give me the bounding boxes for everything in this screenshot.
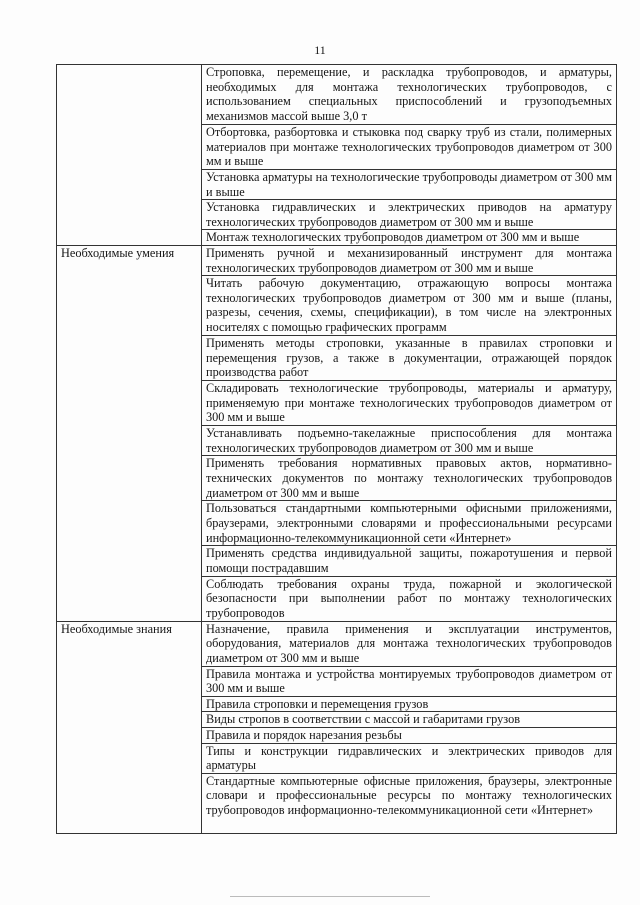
action-cell: Установка гидравлических и электрических приводов на арматуру технологических трубопроводов диаметром от 300 мм и выше <box>202 200 617 230</box>
skill-cell: Складировать технологические трубопроводы, материалы и арматуру, применяемую при монтаже технологических трубопроводов диаметром от 300 мм и выше <box>202 381 617 426</box>
table-row <box>57 65 617 125</box>
skill-cell: Читать рабочую документацию, отражающую вопросы монтажа технологических трубопроводов диаметром от 300 мм и выше (планы, разрезы, сечения, схемы, спецификации), в том числе на электронных носителях с помощью графических программ <box>202 276 617 336</box>
table-row <box>57 245 617 275</box>
skill-cell: Применять ручной и механизированный инструмент для монтажа технологических трубопроводов диаметром от 300 мм и выше <box>202 245 617 275</box>
skill-cell: Применять требования нормативных правовых актов, нормативно-технических документов по монтажу технологических трубопроводов диаметром от 300 мм и выше <box>202 456 617 501</box>
skill-cell: Применять методы строповки, указанные в правилах строповки и перемещения грузов, а также в документации, отражающей порядок производства работ <box>202 336 617 381</box>
page-edge-divider <box>230 896 430 897</box>
continuation-label-cell <box>57 65 202 246</box>
knowledge-cell: Виды стропов в соответствии с массой и габаритами грузов <box>202 712 617 728</box>
competency-table <box>56 64 617 834</box>
knowledge-cell: Назначение, правила применения и эксплуатации инструментов, оборудования, материалов для монтажа технологических трубопроводов диаметром от 300 мм и выше <box>202 621 617 666</box>
knowledge-cell: Правила монтажа и устройства монтируемых трубопроводов диаметром от 300 мм и выше <box>202 666 617 696</box>
knowledge-cell: Типы и конструкции гидравлических и электрических приводов для арматуры <box>202 743 617 773</box>
action-cell: Строповка, перемещение, и раскладка трубопроводов, и арматуры, необходимых для монтажа технологических трубопроводов, с использованием специальных приспособлений и грузоподъемных механизмов массой выше 3,0 т <box>202 65 617 125</box>
knowledge-label: Необходимые знания <box>57 621 202 833</box>
skill-cell: Применять средства индивидуальной защиты, пожаротушения и первой помощи пострадавшим <box>202 546 617 576</box>
knowledge-cell: Правила и порядок нарезания резьбы <box>202 727 617 743</box>
skill-cell: Пользоваться стандартными компьютерными офисными приложениями, браузерами, электронными словарями и профессиональными ресурсами информационно-телекоммуникационной сети «Интернет» <box>202 501 617 546</box>
action-cell: Установка арматуры на технологические трубопроводы диаметром от 300 мм и выше <box>202 170 617 200</box>
knowledge-cell: Правила строповки и перемещения грузов <box>202 696 617 712</box>
action-cell: Монтаж технологических трубопроводов диаметром от 300 мм и выше <box>202 230 617 246</box>
page-number: 11 <box>314 43 326 57</box>
action-cell: Отбортовка, разбортовка и стыковка под сварку труб из стали, полимерных материалов при монтаже технологических трубопроводов диаметром от 300 мм и выше <box>202 125 617 170</box>
table-row <box>57 621 617 666</box>
skill-cell: Устанавливать подъемно-такелажные приспособления для монтажа технологических трубопроводов диаметром от 300 мм и выше <box>202 426 617 456</box>
skill-cell: Соблюдать требования охраны труда, пожарной и экологической безопасности при выполнении работ по монтажу технологических трубопроводов <box>202 576 617 621</box>
knowledge-cell: Стандартные компьютерные офисные приложения, браузеры, электронные словари и профессиональные ресурсы по монтажу технологических трубопроводов информационно-телекоммуникационной сети «Интернет» <box>202 773 617 833</box>
skills-label: Необходимые умения <box>57 245 202 621</box>
